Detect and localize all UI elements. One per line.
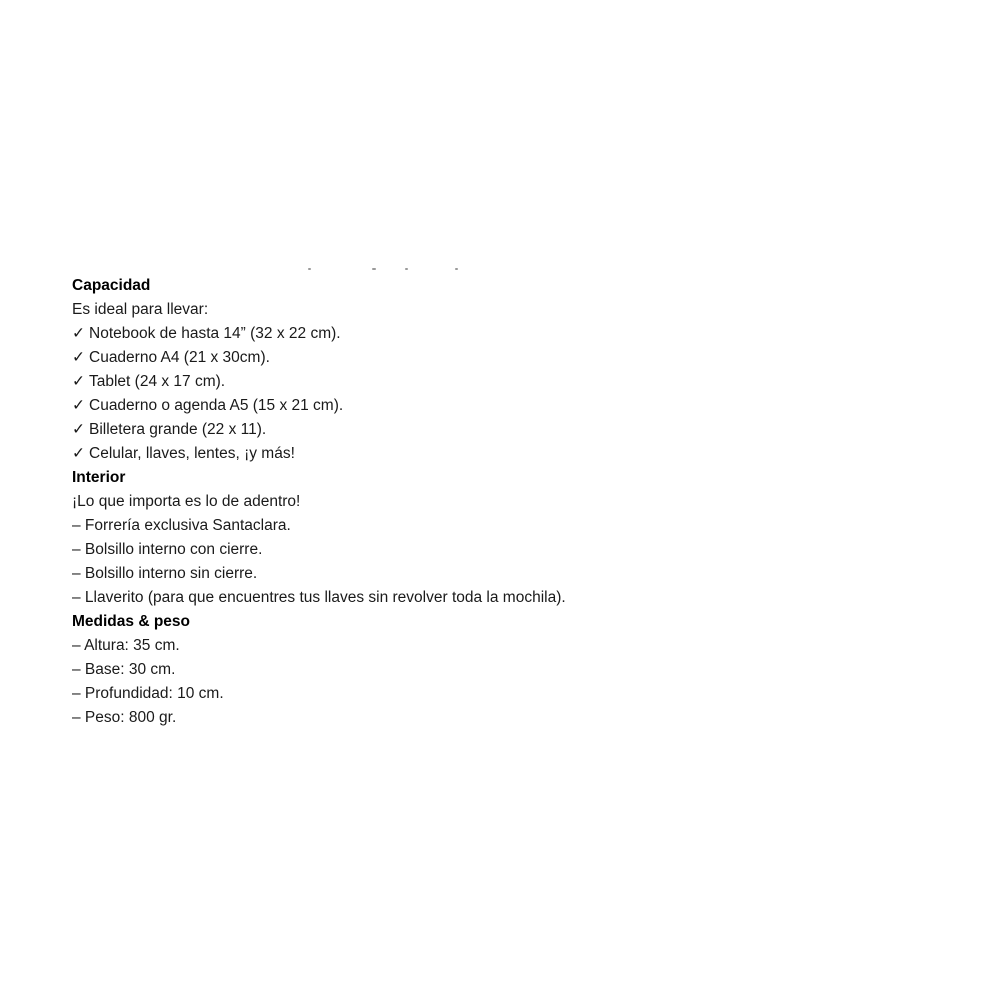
section-title-medidas: Medidas & peso (72, 613, 190, 630)
checkmark-icon: ✓ (72, 421, 85, 438)
capacidad-item: ✓ Billetera grande (22 x 11). (72, 421, 267, 438)
capacidad-intro: Es ideal para llevar: (72, 301, 209, 318)
interior-item: – Llaverito (para que encuentres tus llaves sin revolver toda la mochila). (72, 589, 566, 606)
checkmark-icon: ✓ (72, 349, 85, 366)
checkmark-icon: ✓ (72, 373, 85, 390)
capacidad-item: ✓ Tablet (24 x 17 cm). (72, 373, 226, 390)
medidas-item: – Altura: 35 cm. (72, 637, 180, 654)
section-title-capacidad: Capacidad (72, 277, 151, 294)
interior-item: – Forrería exclusiva Santaclara. (72, 517, 291, 534)
product-description (72, 274, 972, 730)
medidas-item: – Base: 30 cm. (72, 661, 176, 678)
capacidad-item: ✓ Cuaderno A4 (21 x 30cm). (72, 349, 270, 366)
checkmark-icon: ✓ (72, 397, 85, 414)
capacidad-item: ✓ Notebook de hasta 14” (32 x 22 cm). (72, 325, 341, 342)
capacidad-item: ✓ Celular, llaves, lentes, ¡y más! (72, 445, 295, 462)
cropped-text-remnant (300, 268, 460, 272)
checkmark-icon: ✓ (72, 445, 85, 462)
interior-item: – Bolsillo interno sin cierre. (72, 565, 258, 582)
medidas-item: – Profundidad: 10 cm. (72, 685, 224, 702)
interior-item: – Bolsillo interno con cierre. (72, 541, 263, 558)
section-title-interior: Interior (72, 469, 126, 486)
medidas-item: – Peso: 800 gr. (72, 709, 177, 726)
interior-intro: ¡Lo que importa es lo de adentro! (72, 493, 301, 510)
capacidad-item: ✓ Cuaderno o agenda A5 (15 x 21 cm). (72, 397, 344, 414)
checkmark-icon: ✓ (72, 325, 85, 342)
